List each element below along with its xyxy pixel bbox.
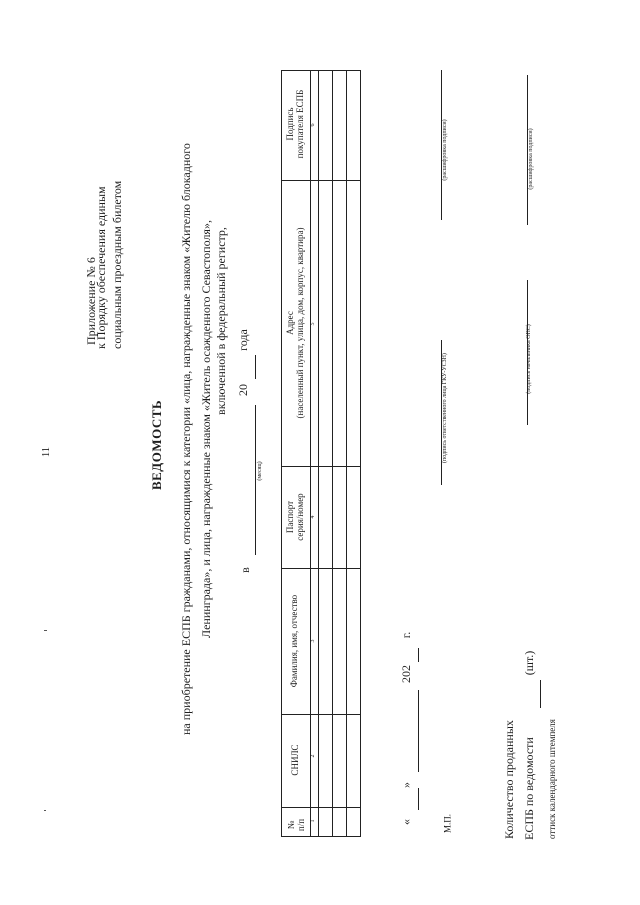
- year-blank-line: [255, 355, 256, 379]
- scan-speck: [44, 630, 47, 631]
- header-cell-number: [286, 801, 306, 849]
- header-cell-address: [285, 178, 305, 468]
- header-number-line-2: п/п: [296, 818, 306, 832]
- month-blank-line: [255, 405, 256, 555]
- scan-speck: [44, 810, 46, 811]
- col-number-4: 4: [310, 515, 316, 519]
- year-prefix: 20: [236, 384, 250, 396]
- col-separator-4: [281, 714, 361, 715]
- signature-caption-responsible: (подпись ответственного лица ГКУ-УСЗН): [442, 353, 448, 463]
- header-cell-signature: [285, 72, 305, 176]
- quantity-line-2: ЕСПБ по ведомости: [522, 737, 536, 840]
- header-signature-line-2: покупателя ЕСПБ: [295, 89, 305, 159]
- decode-caption-responsible: (расшифровка подписи): [442, 119, 448, 181]
- month-date-blank-line: [418, 690, 419, 772]
- header-passport-line-2: серия/номер: [295, 493, 305, 541]
- data-row-separator-2: [346, 70, 347, 837]
- header-fio-line-1: Фамилия, имя, отчество: [289, 594, 299, 688]
- header-number-line-1: №: [286, 820, 296, 830]
- table-border-top: [281, 70, 361, 71]
- header-cell-fio: [290, 571, 300, 711]
- period-prefix: в: [238, 567, 252, 573]
- year-date-blank-line: [418, 648, 419, 662]
- document-title: ВЕДОМОСТЬ: [149, 399, 164, 491]
- seal-place-label: М.П.: [442, 814, 453, 834]
- header-cell-passport: [285, 477, 305, 557]
- subtitle-line-2: Ленинграда», и лица, награжденные знаком «Житель осажденного Севастополя»,: [199, 220, 213, 638]
- header-signature-line-1: Подпись: [285, 107, 295, 141]
- quantity-blank-line: [540, 680, 541, 708]
- date-suffix: г.: [399, 631, 413, 639]
- day-blank-line: [418, 788, 419, 810]
- stamp-note: оттиск календарного штемпеля: [547, 719, 557, 839]
- subtitle-line-3: включенной в федеральный регистр,: [214, 227, 228, 415]
- col-number-6: 6: [310, 123, 316, 127]
- header-passport-line-1: Паспорт: [285, 500, 295, 534]
- col-number-2: 2: [310, 754, 316, 758]
- header-address-line-2: (населенный пункт, улица, дом, корпус, квартира): [295, 227, 305, 419]
- subtitle-line-1: на приобретение ЕСПБ гражданами, относящимися к категории «лица, награжденные знаком «Жителю блокадного: [179, 143, 193, 735]
- month-caption: (месяц): [257, 461, 263, 481]
- col-separator-3: [281, 568, 361, 569]
- number-row-separator: [318, 70, 319, 837]
- year-suffix: года: [236, 329, 250, 351]
- appendix-line-1: Приложение № 6: [84, 257, 98, 345]
- signature-caption-post: (подпись начальника ОПС): [526, 324, 532, 394]
- table-border-right: [360, 70, 361, 837]
- decode-caption-post: (расшифровка подписи): [528, 128, 534, 190]
- header-address-line-1: Адрес: [285, 311, 295, 335]
- data-row-separator-1: [332, 70, 333, 837]
- date-year-prefix: 202: [399, 665, 413, 683]
- header-cell-snils: [291, 720, 301, 800]
- header-snils-line-1: СНИЛС: [290, 744, 300, 776]
- col-number-1: 1: [310, 819, 316, 823]
- page-number: 11: [41, 446, 52, 458]
- date-close-quote: »: [399, 782, 413, 788]
- header-separator: [310, 70, 311, 837]
- quantity-line-1: Количество проданных: [502, 720, 516, 839]
- col-number-5: 5: [310, 322, 316, 326]
- appendix-line-3: социальным проездным билетом: [110, 180, 124, 349]
- quantity-unit: (шт.): [522, 650, 536, 676]
- col-number-3: 3: [310, 639, 316, 643]
- appendix-line-2: к Порядку обеспечения единым: [94, 186, 108, 349]
- date-open-quote: «: [399, 819, 413, 825]
- table-border-left: [281, 70, 282, 837]
